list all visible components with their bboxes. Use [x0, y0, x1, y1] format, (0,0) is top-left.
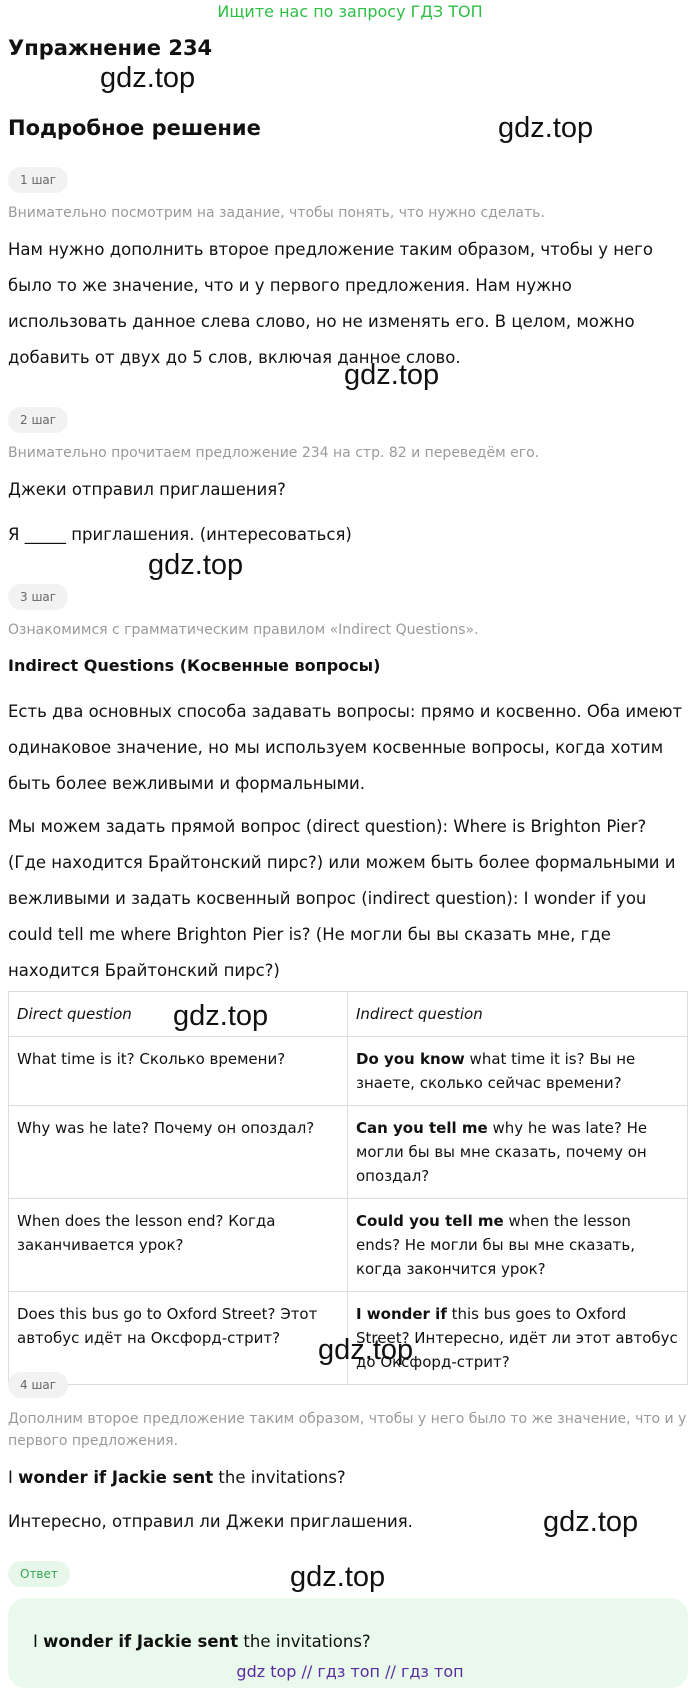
- table-header-row: [9, 992, 688, 1037]
- watermark: gdz.top: [543, 1506, 639, 1538]
- watermark: gdz.top: [100, 62, 196, 94]
- rule-paragraph-2: Мы можем задать прямой вопрос (direct question): Where is Brighton Pier? (Где находится Брайтонский пирс?) или можем быть более формальными и вежливыми и задать косвенный вопрос (indirect question): I wonder if you could tell me where Brighton Pier is? (Не могли бы вы сказать мне, где находится Брайтонский пирс?): [8, 817, 676, 980]
- indirect-phrase: I wonder if: [356, 1305, 447, 1323]
- indirect-rest: this bus goes to Oxford Street? Интересно, идёт ли этот автобус до Оксфорд-стрит?: [356, 1305, 678, 1371]
- indirect-question-cell: [348, 1106, 688, 1199]
- indirect-rest: why he was late? Не могли бы вы мне сказать, почему он опоздал?: [356, 1119, 648, 1185]
- exercise-title: Упражнение 234: [8, 36, 213, 60]
- table-row: [9, 1106, 688, 1199]
- column-header-indirect: Indirect question: [348, 992, 688, 1037]
- watermark: gdz.top: [344, 359, 440, 391]
- step-2-pill: 2 шаг: [8, 407, 68, 433]
- watermark: gdz.top: [498, 112, 594, 144]
- footer-links[interactable]: gdz top // гдз топ // гдз топ: [236, 1662, 464, 1681]
- rule-heading: Indirect Questions (Косвенные вопросы): [8, 656, 381, 675]
- table-row: [9, 1037, 688, 1106]
- questions-table: [8, 991, 688, 1385]
- watermark: gdz.top: [290, 1561, 386, 1593]
- step-4-pill: 4 шаг: [8, 1372, 68, 1398]
- watermark: gdz.top: [318, 1334, 414, 1366]
- indirect-phrase: Do you know: [356, 1050, 465, 1068]
- answer-text: [33, 1630, 371, 1654]
- table-row: [9, 1199, 688, 1292]
- indirect-question-cell: [348, 1037, 688, 1106]
- indirect-rest: when the lesson ends? Не могли бы вы мне сказать, когда закончится урок?: [356, 1212, 636, 1278]
- answer-end: the invitations?: [238, 1632, 371, 1651]
- answer-start: I: [33, 1632, 44, 1651]
- step-1-text: Нам нужно дополнить второе предложение таким образом, чтобы у него было то же значение, что и у первого предложения. Нам нужно использовать данное слева слово, но не изменять его. В целом, можно добавить от двух до 5 слов, включая данное слово.: [8, 240, 653, 367]
- indirect-rest: what time it is? Вы не знаете, сколько сейчас времени?: [356, 1050, 636, 1092]
- step-4-translation: Интересно, отправил ли Джеки приглашения.: [8, 1512, 413, 1531]
- step-1-hint: Внимательно посмотрим на задание, чтобы понять, что нужно сделать.: [8, 205, 545, 221]
- direct-question-cell: When does the lesson end? Когда заканчивается урок?: [9, 1199, 348, 1292]
- indirect-question-cell: [348, 1199, 688, 1292]
- step-3-pill: 3 шаг: [8, 584, 68, 610]
- sentence-inserted-words: wonder if Jackie sent: [18, 1468, 214, 1487]
- direct-question-cell: Does this bus go to Oxford Street? Этот автобус идёт на Оксфорд-стрит?: [9, 1292, 348, 1385]
- column-header-direct: Direct question: [9, 992, 348, 1037]
- step-1-pill: 1 шаг: [8, 167, 68, 193]
- sentence-end: the invitations?: [213, 1468, 346, 1487]
- watermark: gdz.top: [173, 1000, 269, 1032]
- step-4-sentence: [8, 1466, 688, 1490]
- answer-pill: Ответ: [8, 1561, 70, 1587]
- step-2-hint: Внимательно прочитаем предложение 234 на стр. 82 и переведём его.: [8, 445, 540, 461]
- rule-paragraph-1: Есть два основных способа задавать вопросы: прямо и косвенно. Оба имеют одинаковое значение, но мы используем косвенные вопросы, когда хотим быть более вежливыми и формальными.: [8, 702, 683, 793]
- answer-inserted-words: wonder if Jackie sent: [43, 1632, 239, 1651]
- section-title: Подробное решение: [8, 116, 261, 140]
- direct-question-cell: Why was he late? Почему он опоздал?: [9, 1106, 348, 1199]
- step-3-hint: Ознакомимся с грамматическим правилом «Indirect Questions».: [8, 622, 479, 638]
- step-2-prompt: Я _____ приглашения. (интересоваться): [8, 525, 352, 544]
- direct-question-cell: What time is it? Сколько времени?: [9, 1037, 348, 1106]
- watermark: gdz.top: [148, 549, 244, 581]
- indirect-phrase: Could you tell me: [356, 1212, 504, 1230]
- step-4-hint: Дополним второе предложение таким образом, чтобы у него было то же значение, что и у первого предложения.: [8, 1411, 687, 1449]
- indirect-phrase: Can you tell me: [356, 1119, 488, 1137]
- sentence-start: I: [8, 1468, 19, 1487]
- top-search-banner: Ищите нас по запросу ГДЗ ТОП: [217, 2, 483, 21]
- step-2-question: Джеки отправил приглашения?: [8, 480, 286, 499]
